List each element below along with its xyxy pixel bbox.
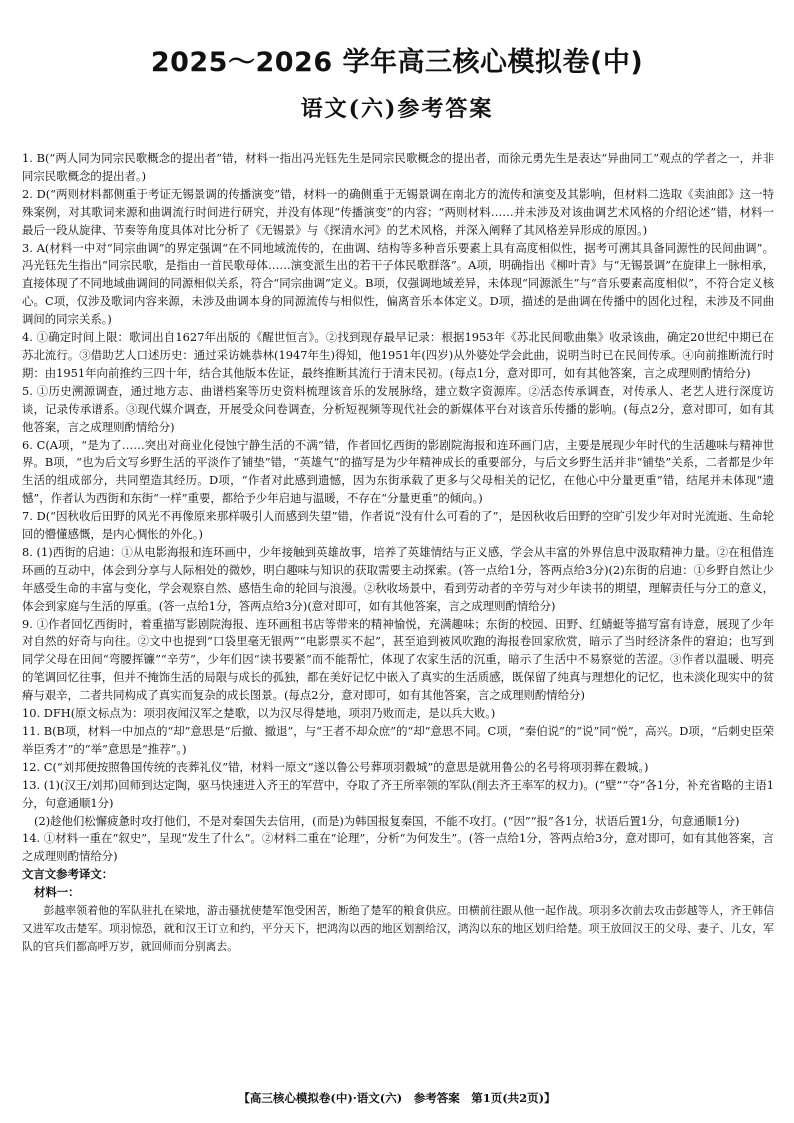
answer-item: 1. B(“两人同为同宗民歌概念的提出者”错，材料一指出冯光钰先生是同宗民歌概念的提出者，而徐元勇先生是表达“异曲同工”观点的学者之一，并非同宗民歌概念的提出者。) [22,151,774,183]
answer-13-label: 13. [22,777,44,792]
answer-item-13-part2: (2)趁他们松懈疲惫时攻打他们，不是对秦国失去信用，(而是)为韩国报复秦国，不能不攻打。(“因”“报”各1分，状语后置1分，句意通顺1分) [34,813,740,828]
material-label: 材料一： [34,885,80,900]
page-subtitle: 语文(六)参考答案 [300,96,494,122]
answer-item: 12. C(“刘邦便按照鲁国传统的丧葬礼仪”错，材料一原文“遂以鲁公号葬项羽縠城”的意思是就用鲁公的名号将项羽葬在縠城。) [22,759,649,774]
page-footer: 【高三核心模拟卷(中)·语文(六) 参考答案 第1页(共2页)】 [238,1091,556,1105]
answer-item: 9. ①作者回忆西街时，着重描写影剧院海报、连环画租书店等带来的精神愉悦，充满趣味；东街的校园、田野、红蜻蜓等描写富有诗意，展现了少年对自然的好奇与向往。②文中也提到“口袋里毫无银两”“电影票买不起”，甚至追到被风吹跑的海报卷回家欣赏，暗示了当时经济条件的窘迫；也写到同学父母在田间“弯腰挥镰”“辛劳”，少年们因“读书要紧”而不能帮忙，体现了农家生活的沉重，暗示了生活中不易察觉的苦涩。③作者以温暖、明亮的笔调回忆往事，但并不掩饰生活的局限与成长的孤独，都在美好记忆中嵌入了真实的生活质感，既保留了纯真与理想化的记忆，也未淡化现实中的贫瘠与艰辛，二者共同构成了真实而复杂的成长图景。(每点2分，意对即可，如有其他答案，言之成理则酌情给分) [22,616,774,703]
answer-item: 14. ①材料一重在“叙史”，呈现“发生了什么”。②材料二重在“论理”，分析“为何发生”。(答一点给1分，答两点给3分，意对即可，如有其他答案，言之成理则酌情给分) [22,831,774,864]
answer-content [22,150,774,956]
answer-item: 6. C(A项，“是为了……突出对商业化侵蚀宁静生活的不满”错，作者回忆西街的影剧院海报和连环画门店，主要是展现少年时代的生活趣味与精神世界。B项，“也为后文写乡野生活的平淡作了铺垫”错，“英雄气”的描写是为少年精神成长的重要部分，与后文乡野生活并非“铺垫”关系，二者都是少年生活的组成部分，共同塑造其经历。D项，“作者对此感到遗憾，因为东街承载了更多与父母相关的记忆，在他心中分量更重”错，结尾并未体现“遗憾”，作者认为西街和东街“一样”重要，都给予少年启迪与温暖，不存在“分量更重”的倾向。) [22,437,774,506]
answer-item: 10. DFH(原文标点为：项羽夜闻汉军之楚歌，以为汉尽得楚地，项羽乃败而走，是以兵大败。) [22,706,496,721]
answer-item: 5. ①历史溯源调查，通过地方志、曲谱档案等历史资料梳理该音乐的发展脉络，建立数字资源库。②活态传承调查，对传承人、老艺人进行深度访谈，记录传承谱系。③现代媒介调查，开展受众问卷调查，分析短视频等现代社会的新媒体平台对该音乐传播的影响。(每点2分，意对即可，如有其他答案，言之成理则酌情给分) [22,383,774,434]
page-title: 2025～2026 学年高三核心模拟卷(中) [150,47,644,78]
translation-text: 彭越率领着他的军队驻扎在梁地，游击骚扰使楚军饱受困苦，断绝了楚军的粮食供应。田横前往跟从他一起作战。项羽多次前去攻击彭越等人，齐王韩信又进军攻击楚军。项羽惊恐，就和汉王订立和约，平分天下，把鸿沟以西的地区划割给汉，鸿沟以东的地区划归给楚。项王放回汉王的父母、妻子、儿女，军队的官兵们都高呼万岁，就回师而分别离去。 [22,904,774,954]
answer-item: 2. D(“两则材料都侧重于考证无锡景调的传播演变”错，材料一的确侧重于无锡景调在南北方的流传和演变及其影响，但材料二选取《卖油郎》这一特殊案例，对其歌词来源和曲调流行时间进行研究，并没有体现“传播演变”的内容；“两则材料……并未涉及对该曲调艺术风格的介绍论述”错，材料一最后一段从旋律、节奏等角度具体对比分析了《无锡景》与《探清水河》的艺术风格，并深入阐释了其风格差异形成的原因。) [22,186,774,237]
answer-item-13 [22,777,774,813]
translation-heading: 文言文参考译文： [22,867,114,882]
answer-item: 4. ①确定时间上限：歌词出自1627年出版的《醒世恒言》。②找到现存最早记录：根据1953年《苏北民间歌曲集》收录该曲，确定20世纪中期已在苏北流行。③借助艺人口述历史：通过采访姚恭林(1947年生)得知，他1951年(四岁)从外婆处学会此曲，说明当时已在民间传承。④向前推断流行时期：由1951年向前推约三四十年，结合其他版本佐证，最终推断其流行于清末民初。(每点1分，意对即可，如有其他答案，言之成理则酌情给分) [22,330,774,380]
answer-item: 8. (1)西街的启迪：①从电影海报和连环画中，少年接触到英雄故事，培养了英雄情结与正义感，学会从丰富的外界信息中汲取精神力量。②在租借连环画的互动中，体会到分享与人际相处的微妙，明白趣味与知识的获取需要主动探索。(答一点给1分，答两点给3分)(2)东街的启迪：①乡野自然让少年感受生命的丰富与变化，学会观察自然、感悟生命的轮回与浪漫。②秋收场景中，看到劳动者的辛劳与对少年读书的期望，理解责任与分工的意义，体会到家庭与生活的厚重。(答一点给1分，答两点给3分)(意对即可，如有其他答案，言之成理则酌情给分) [22,544,774,613]
answer-item: 11. B(B项，材料一中加点的“却”意思是“后撤、撤退”，与“王者不却众庶”的“却”意思不同。C项，“秦伯说”的“说”同“悦”，高兴。D项，“后刺史臣荣举臣秀才”的“举”意思是“推荐”。) [22,724,774,756]
answer-item: 7. D(“因秋收后田野的风光不再像原来那样吸引人而感到失望”错，作者说“没有什么可看的了”，是因秋收后田野的空旷引发少年对时光流逝、生命轮回的懵懂感慨，是内心惆怅的外化。) [22,509,774,542]
answer-13-part1: (1)(汉王/刘邦)回师到达定陶，驱马快速进入齐王的军营中，夺取了齐王所率领的军队(削去齐王率军的权力)。(“壁”“夺”各1分，补充省略的主语1分，句意通顺1分) [22,777,774,810]
answer-item: 3. A(材料一中对“同宗曲调”的界定强调“在不同地域流传的，在曲调、结构等多种音乐要素上具有高度相似性，据考可溯其具备同源性的民间曲调”。冯光钰先生指出“同宗民歌，是指由一首民歌母体……演变派生出的若干子体民歌群落”。A项，明确指出《柳叶青》与“无锡景调”在旋律上一脉相承，直接体现了不同地域曲调间的同源相似关系，符合“同宗曲调”定义。B项，仅强调地域差异，未体现“同源派生”与“音乐要素高度相似”，不符合定义核心。C项，仅涉及歌词内容来源，未涉及曲调本身的同源流传与相似性，偏离音乐本体定义。D项，描述的是曲调在传播中的固化过程，未涉及不同曲调间的同宗关系。) [22,240,774,327]
